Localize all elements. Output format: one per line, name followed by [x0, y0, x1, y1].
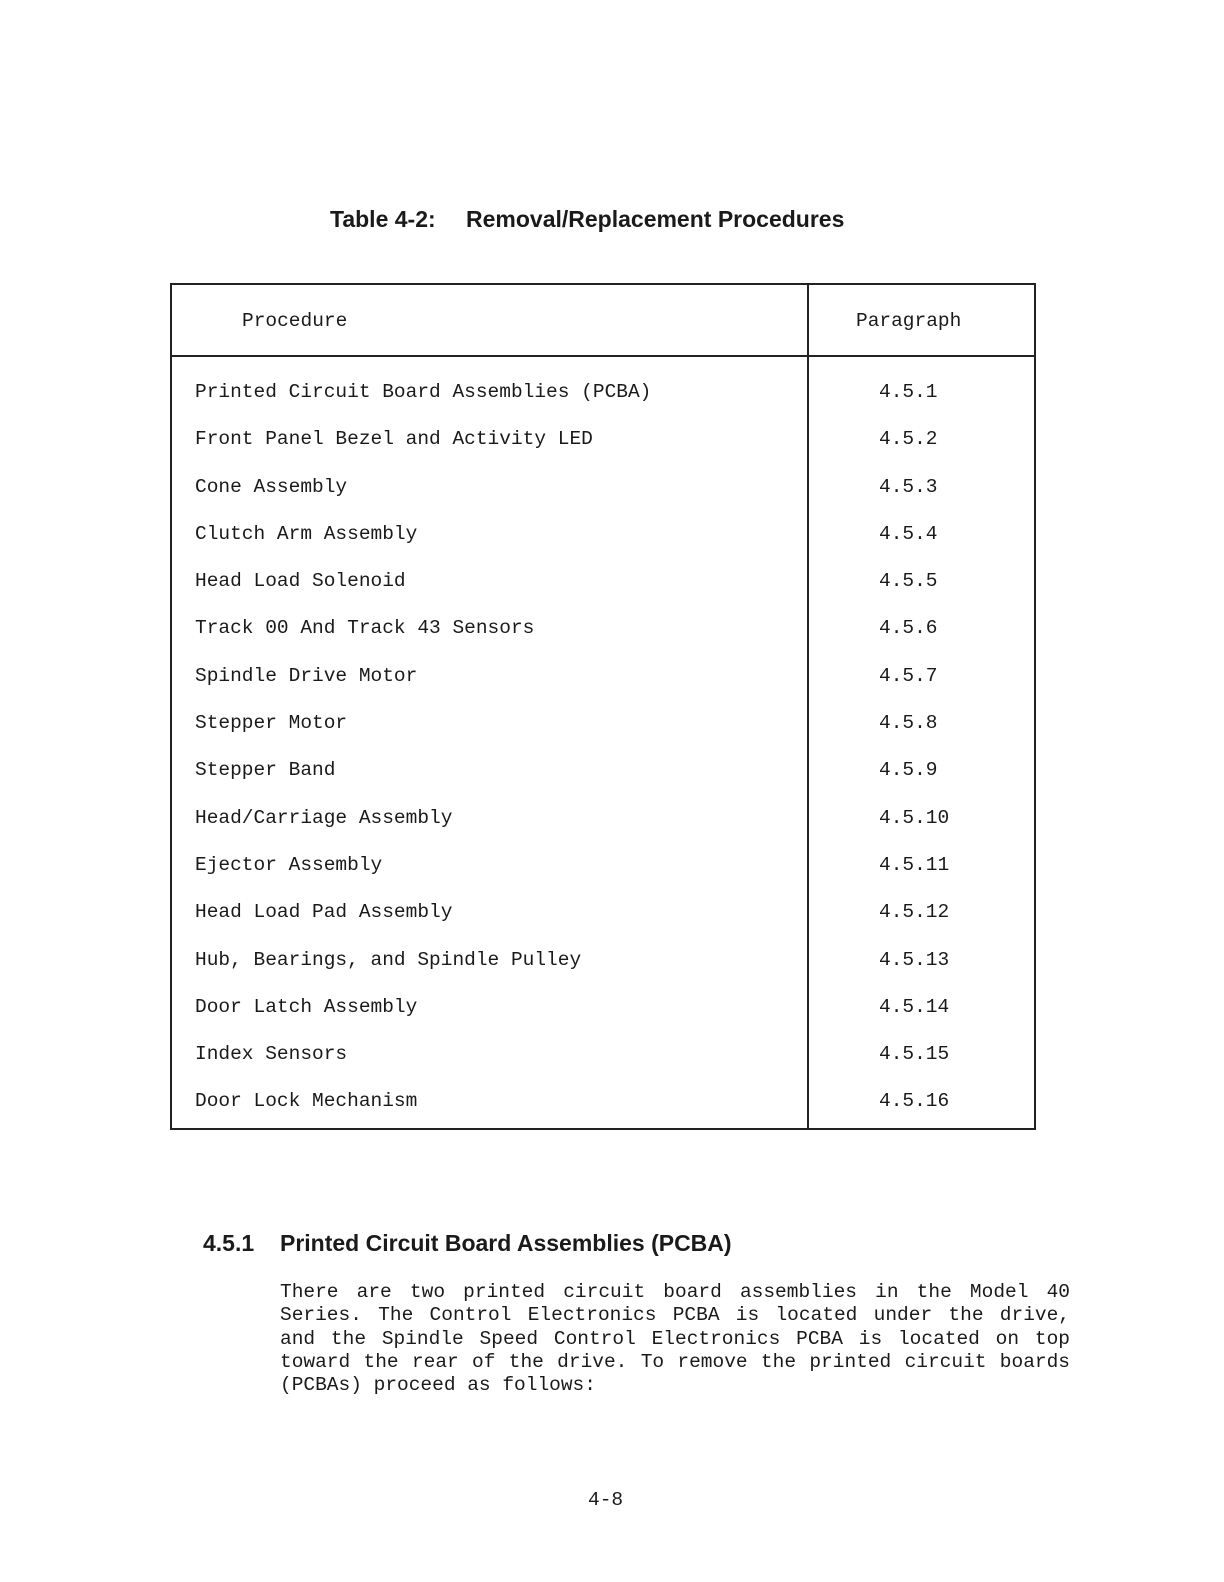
section-heading — [203, 1230, 732, 1257]
table-title — [330, 206, 844, 233]
table-row — [172, 901, 1034, 948]
procedure-cell: Cone Assembly — [195, 475, 348, 498]
procedure-cell: Track 00 And Track 43 Sensors — [195, 617, 535, 640]
table-row — [172, 381, 1034, 428]
procedure-cell: Head Load Pad Assembly — [195, 901, 453, 924]
paragraph-cell: 4.5.9 — [879, 759, 938, 782]
procedure-cell: Door Lock Mechanism — [195, 1090, 418, 1113]
paragraph-cell: 4.5.12 — [879, 901, 950, 924]
paragraph-cell: 4.5.10 — [879, 806, 950, 829]
paragraph-cell: 4.5.2 — [879, 428, 938, 451]
table-row — [172, 665, 1034, 712]
body-line: (PCBAs) proceed as follows: — [280, 1374, 596, 1397]
header-procedure: Procedure — [242, 310, 348, 332]
paragraph-cell: 4.5.6 — [879, 617, 938, 640]
body-line: Series. The Control Electronics PCBA is located under the drive, — [280, 1304, 1070, 1327]
table-number: Table 4-2: — [330, 206, 436, 232]
paragraph-cell: 4.5.15 — [879, 1043, 950, 1066]
table-body — [172, 381, 1034, 1138]
paragraph-cell: 4.5.14 — [879, 995, 950, 1018]
procedure-cell: Door Latch Assembly — [195, 995, 418, 1018]
body-line: toward the rear of the drive. To remove the printed circuit boards — [280, 1350, 1070, 1373]
procedure-cell: Front Panel Bezel and Activity LED — [195, 428, 593, 451]
table-row — [172, 807, 1034, 854]
procedures-table — [170, 283, 1036, 1130]
table-row — [172, 523, 1034, 570]
table-row — [172, 712, 1034, 759]
paragraph-cell: 4.5.4 — [879, 522, 938, 545]
table-row — [172, 949, 1034, 996]
section-body-paragraph — [280, 1281, 1070, 1397]
body-line: and the Spindle Speed Control Electronics PCBA is located on top — [280, 1327, 1070, 1350]
paragraph-cell: 4.5.13 — [879, 948, 950, 971]
page-number: 4-8 — [588, 1489, 624, 1511]
paragraph-cell: 4.5.1 — [879, 381, 938, 403]
procedure-cell: Clutch Arm Assembly — [195, 522, 418, 545]
table-row — [172, 570, 1034, 617]
procedure-cell: Index Sensors — [195, 1043, 348, 1066]
table-row — [172, 996, 1034, 1043]
table-row — [172, 428, 1034, 475]
paragraph-cell: 4.5.7 — [879, 664, 938, 687]
header-rule — [172, 355, 1034, 357]
table-row — [172, 854, 1034, 901]
procedure-cell: Spindle Drive Motor — [195, 664, 418, 687]
table-row — [172, 1043, 1034, 1090]
table-row — [172, 1090, 1034, 1137]
table-title-text: Removal/Replacement Procedures — [466, 206, 845, 232]
table-row — [172, 476, 1034, 523]
body-line: There are two printed circuit board assemblies in the Model 40 — [280, 1281, 1070, 1303]
procedure-cell: Stepper Band — [195, 759, 336, 782]
table-row — [172, 617, 1034, 664]
paragraph-cell: 4.5.11 — [879, 853, 950, 876]
header-paragraph: Paragraph — [856, 310, 962, 332]
procedure-cell: Hub, Bearings, and Spindle Pulley — [195, 948, 582, 971]
procedure-cell: Head/Carriage Assembly — [195, 806, 453, 829]
paragraph-cell: 4.5.16 — [879, 1090, 950, 1113]
procedure-cell: Stepper Motor — [195, 712, 348, 735]
paragraph-cell: 4.5.8 — [879, 712, 938, 735]
section-title: Printed Circuit Board Assemblies (PCBA) — [280, 1230, 732, 1256]
paragraph-cell: 4.5.3 — [879, 475, 938, 498]
procedure-cell: Ejector Assembly — [195, 853, 383, 876]
paragraph-cell: 4.5.5 — [879, 570, 938, 593]
table-row — [172, 759, 1034, 806]
section-number: 4.5.1 — [203, 1230, 255, 1256]
procedure-cell: Printed Circuit Board Assemblies (PCBA) — [195, 381, 652, 403]
procedure-cell: Head Load Solenoid — [195, 570, 406, 593]
